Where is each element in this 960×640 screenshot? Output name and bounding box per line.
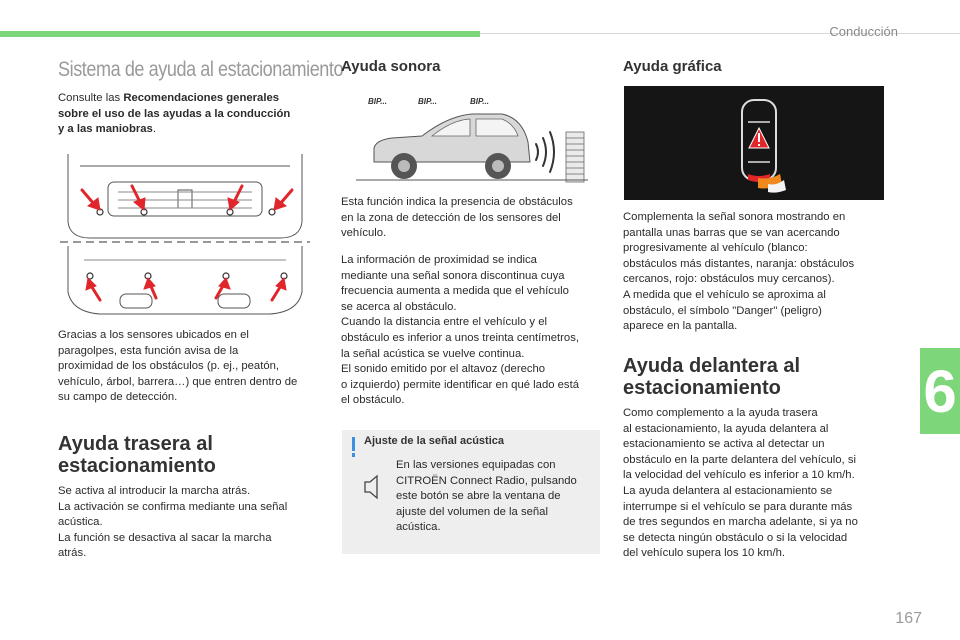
text-line: obstáculo es inferior a unos treinta centímetros,	[341, 331, 579, 344]
text-line: obstáculos más distantes, naranja: obstáculos	[623, 257, 855, 270]
section-title: Conducción	[829, 24, 898, 39]
chapter-tab	[920, 348, 960, 434]
text-line: El sonido emitido por el altavoz (derecho	[341, 363, 546, 376]
front-assist-heading	[623, 355, 800, 399]
chapter-number: 6	[923, 357, 957, 425]
text-line: obstáculo, el símbolo "Danger" (peligro)	[623, 304, 822, 317]
text-line: ajuste del volumen de la señal	[396, 505, 548, 518]
header-accent-bar	[0, 31, 480, 37]
bip-label: BIP...	[368, 97, 387, 106]
intro-bold-3: y a las maniobras	[58, 123, 153, 136]
bip-label: BIP...	[470, 97, 489, 106]
text-line: al estacionamiento, la ayuda delantera al	[623, 422, 829, 435]
sound-paragraph-2	[341, 253, 603, 409]
text-line: atrás.	[58, 547, 87, 560]
intro-suffix: .	[152, 123, 156, 136]
text-line: La función se desactiva al sacar la marcha	[58, 531, 272, 544]
bumper-sensors-illustration	[60, 152, 310, 320]
text-line: Complementa la señal sonora mostrando en	[623, 211, 846, 223]
text-line: cercanos, rojo: obstáculos muy cercanos).	[623, 273, 835, 286]
intro-prefix: Consulte las	[58, 92, 124, 104]
text-line: CITROËN Connect Radio, pulsando	[396, 474, 577, 487]
rear-assist-paragraph	[58, 484, 330, 562]
front-assist-paragraph	[623, 406, 885, 562]
heading-line: Ayuda trasera al	[58, 433, 213, 455]
graphic-paragraph	[623, 210, 885, 335]
screen-display-image	[624, 86, 884, 200]
text-line: el obstáculo.	[341, 394, 405, 407]
red-arrow	[82, 190, 94, 204]
text-line: En las versiones equipadas con	[396, 459, 556, 471]
graphic-assist-heading: Ayuda gráfica	[623, 58, 722, 75]
page-number: 167	[895, 610, 922, 627]
text-line: en la zona de detección de los sensores del	[341, 211, 561, 224]
text-line: interrumpe si el vehículo se para durante más	[623, 500, 853, 513]
text-line: mediante una señal sonora discontinua cuya	[341, 269, 565, 282]
intro-paragraph	[58, 91, 328, 138]
sensors-paragraph	[58, 328, 330, 406]
note-title: Ajuste de la señal acústica	[364, 435, 505, 447]
sound-paragraph-1	[341, 195, 603, 242]
text-line: Se activa al introducir la marcha atrás.	[58, 485, 251, 497]
text-line: frecuencia aumenta a medida que el vehículo	[341, 285, 569, 298]
text-line: del vehículo supera los 10 km/h.	[623, 547, 786, 560]
text-line: vehículo, árbol, barrera…) que entren dentro de	[58, 375, 298, 388]
text-line: este botón se abre la ventana de	[396, 490, 561, 503]
text-line: proximidad de los obstáculos (p. ej., peatón,	[58, 360, 280, 373]
text-line: su campo de detección.	[58, 391, 178, 404]
rear-assist-heading	[58, 433, 216, 477]
text-line: Esta función indica la presencia de obstáculos	[341, 196, 573, 208]
text-line: La ayuda delantera al estacionamiento se	[623, 484, 833, 497]
sound-assist-heading: Ayuda sonora	[341, 58, 441, 75]
intro-bold-1: Recomendaciones generales	[123, 92, 280, 104]
red-arrow	[280, 190, 292, 204]
text-line: la señal acústica se vuelve continua.	[341, 347, 525, 360]
text-line: Cuando la distancia entre el vehículo y el	[341, 316, 547, 329]
heading-line: estacionamiento	[623, 377, 781, 399]
text-line: de tres segundos en marcha adelante, si ya no	[623, 516, 858, 529]
text-line: la velocidad del vehículo es inferior a 10 km/h.	[623, 469, 855, 482]
text-line: vehículo.	[341, 227, 387, 240]
heading-line: estacionamiento	[58, 455, 216, 477]
text-line: pantalla unas barras que se van acercando	[623, 226, 840, 239]
text-line: estacionamiento se activa al detectar un	[623, 438, 825, 451]
text-line: se acerca al obstáculo.	[341, 300, 457, 313]
text-line: aparece en la pantalla.	[623, 320, 738, 333]
text-line: La activación se confirma mediante una señal	[58, 500, 288, 513]
text-line: se detecta ningún obstáculo o si la velocidad	[623, 531, 848, 544]
bip-label: BIP...	[418, 97, 437, 106]
text-line: Como complemento a la ayuda trasera	[623, 407, 818, 419]
heading-line: Ayuda delantera al	[623, 355, 801, 377]
speaker-icon	[362, 474, 382, 500]
note-text	[396, 458, 594, 536]
text-line: o izquierdo) permite identificar en qué lado está	[341, 378, 580, 391]
text-line: acústica.	[396, 521, 441, 534]
text-line: obstáculo en la parte delantera del vehículo, si	[623, 453, 856, 466]
text-line: paragolpes, esta función avisa de la	[58, 344, 239, 357]
info-icon	[352, 437, 355, 451]
info-icon-dot	[352, 453, 355, 457]
text-line: acústica.	[58, 516, 103, 529]
text-line: progresivamente al vehículo (blanco:	[623, 242, 808, 255]
page-title: Sistema de ayuda al estacionamiento	[58, 58, 344, 81]
car-sound-illustration	[352, 92, 592, 190]
text-line: La información de proximidad se indica	[341, 254, 537, 266]
text-line: Gracias a los sensores ubicados en el	[58, 329, 249, 341]
text-line: A medida que el vehículo se aproxima al	[623, 288, 826, 301]
intro-bold-2: sobre el uso de las ayudas a la conducción	[58, 107, 291, 120]
